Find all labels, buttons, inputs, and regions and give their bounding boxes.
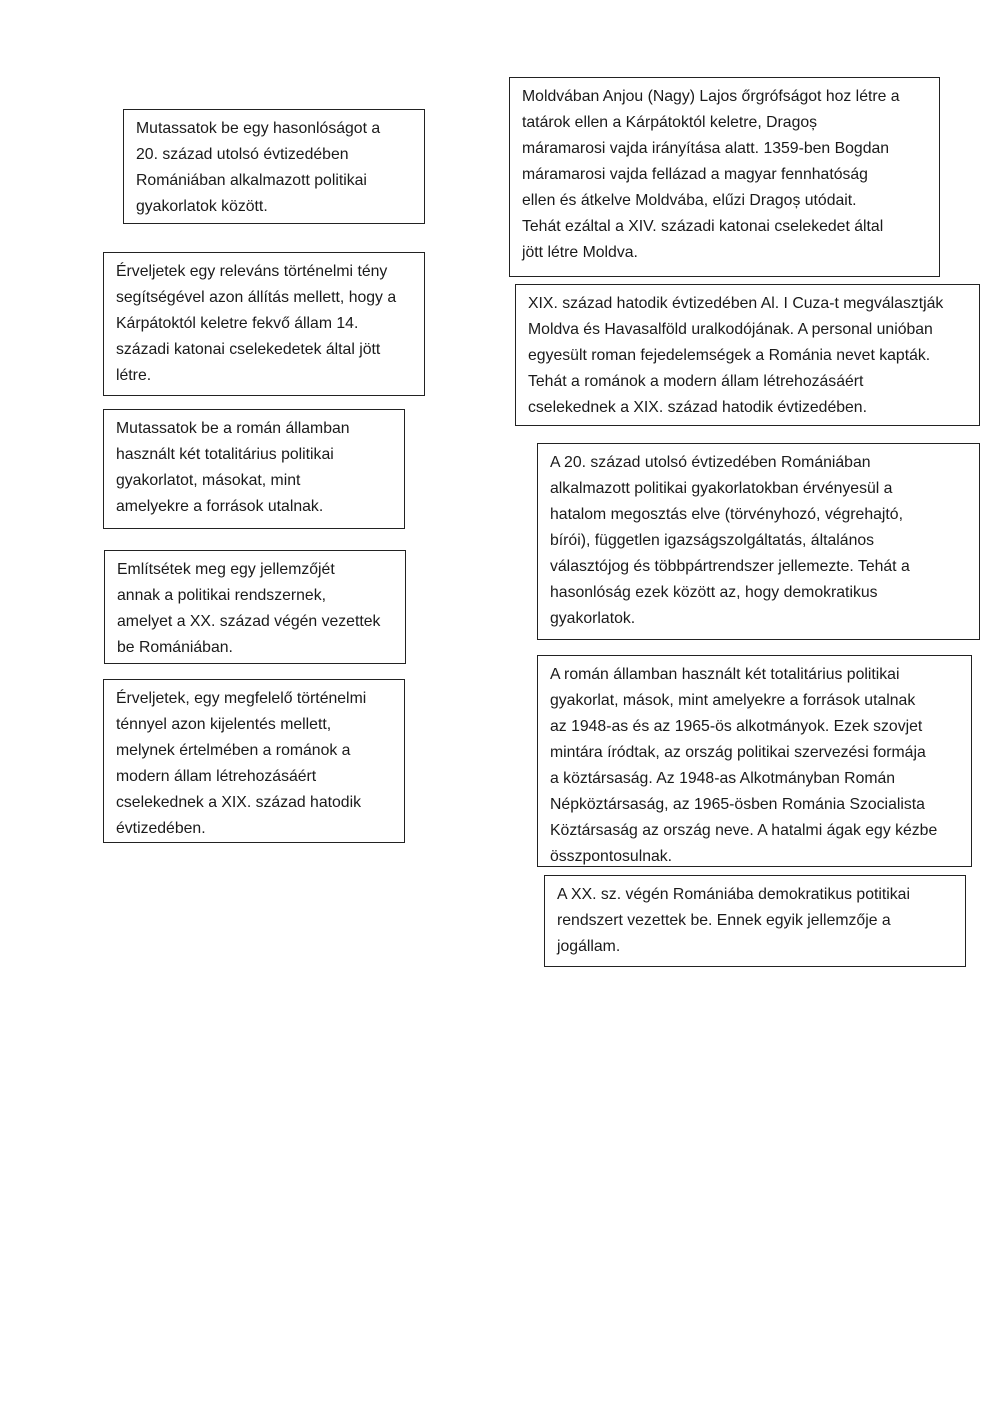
question-text: Érveljetek egy releváns történelmi tény segítségével azon állítás mellett, hogy a Kárpátoktól keletre fekvő állam 14. századi katonai cselekedetek által jött létre. — [116, 263, 397, 384]
question-text: Mutassatok be a román államban használt két totalitárius politikai gyakorlatot, másokat, mint amelyekre a források utalnak. — [116, 420, 350, 515]
question-text: Említsétek meg egy jellemzőjét annak a politikai rendszernek, amelyet a XX. század végén vezettek be Romániában. — [117, 561, 381, 656]
answer-card-4[interactable] — [537, 655, 972, 867]
question-card-1[interactable] — [123, 109, 425, 224]
question-card-2[interactable] — [103, 252, 425, 396]
question-text: Érveljetek, egy megfelelő történelmi ténnyel azon kijelentés mellett, melynek értelmében a románok a modern állam létrehozásáért cselekednek a XIX. század hatodik évtizedében. — [116, 690, 367, 837]
question-card-3[interactable] — [103, 409, 405, 529]
question-card-5[interactable] — [103, 679, 405, 843]
answer-text: XIX. század hatodik évtizedében Al. I Cuza-t megválasztják Moldva és Havasalföld uralkodójának. A personal unióban egyesült roman fejedelemségek a Románia nevet kapták. Tehát a románok a modern állam létrehozásáért cselekednek a XIX. század hatodik évtizedében. — [528, 295, 944, 416]
answer-card-3[interactable] — [537, 443, 980, 640]
answer-text: Moldvában Anjou (Nagy) Lajos őrgrófságot hoz létre a tatárok ellen a Kárpátoktól keletre, Dragoș máramarosi vajda irányítása alatt. 1359-ben Bogdan máramarosi vajda fellázad a magyar fennhatóság ellen és átkelve Moldvába, elűzi Dragoș utódait. Tehát ezáltal a XIV. századi katonai cselekedet által jött létre Moldva. — [522, 88, 900, 261]
answer-text: A román államban használt két totalitárius politikai gyakorlat, mások, mint amelyekre a források utalnak az 1948-as és az 1965-ös alkotmányok. Ezek szovjet mintára íródtak, az ország politikai szervezési formája a köztársaság. Az 1948-as Alkotmányban Román Népköztársaság, az 1965-ösben Románia Szocialista Köztársaság az ország neve. A hatalmi ágak egy kézbe összpontosulnak. — [550, 666, 938, 865]
answer-card-5[interactable] — [544, 875, 966, 967]
answer-text: A XX. sz. végén Romániába demokratikus potitikai rendszert vezettek be. Ennek egyik jellemzője a jogállam. — [557, 886, 910, 955]
answer-card-1[interactable] — [509, 77, 940, 277]
question-text: Mutassatok be egy hasonlóságot a 20. század utolsó évtizedében Romániában alkalmazott politikai gyakorlatok között. — [136, 120, 381, 215]
answer-text: A 20. század utolsó évtizedében Romániában alkalmazott politikai gyakorlatokban érvényesül a hatalom megosztás elve (törvényhozó, végrehajtó, bírói), független igazságszolgáltatás, általános választójog és többpártrendszer jellemezte. Tehát a hasonlóság ezek között az, hogy demokratikus gyakorlatok. — [550, 454, 910, 627]
question-card-4[interactable] — [104, 550, 406, 664]
answer-card-2[interactable] — [515, 284, 980, 426]
